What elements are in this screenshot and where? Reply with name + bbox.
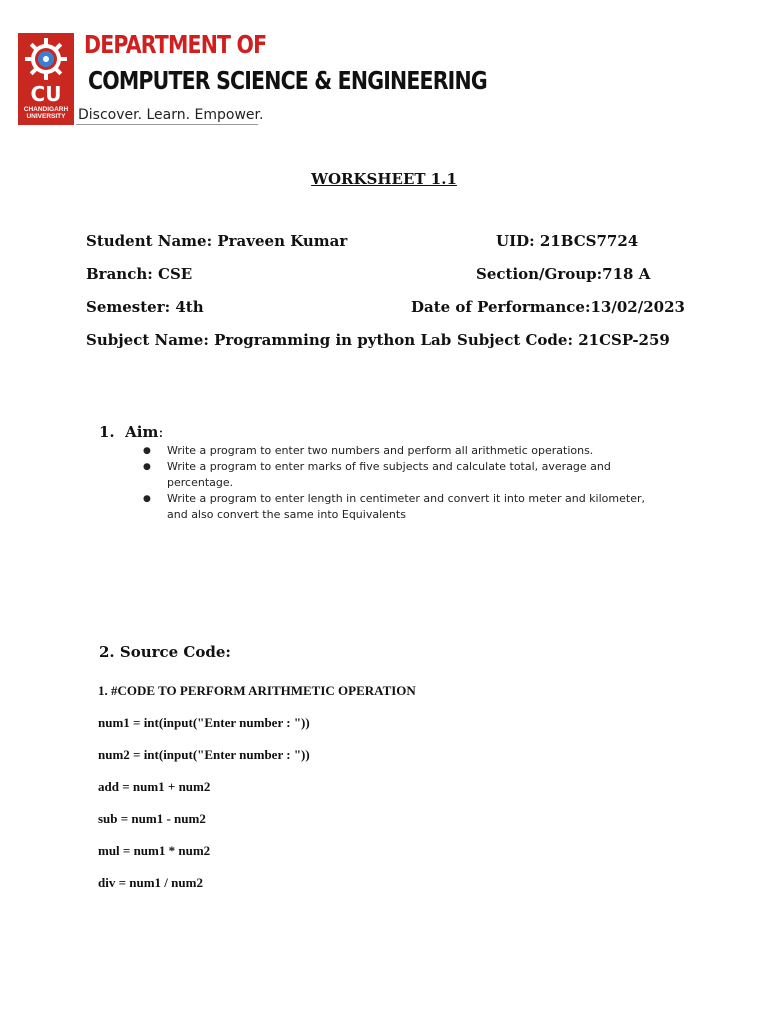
logo-cu-text: CU <box>30 82 62 106</box>
university-logo <box>18 33 74 125</box>
source-code-heading: 2. Source Code: <box>99 643 231 661</box>
bullet-icon: ● <box>143 462 151 472</box>
student-name: Student Name: Praveen Kumar <box>86 232 348 250</box>
tagline: Discover. Learn. Empower. <box>78 107 264 123</box>
subject-name: Subject Name: Programming in python Lab <box>86 331 452 349</box>
code-line: num1 = int(input("Enter number : ")) <box>98 715 310 730</box>
code-line: num2 = int(input("Enter number : ")) <box>98 747 310 762</box>
aim-colon: : <box>158 423 164 441</box>
bullet-icon: ● <box>143 446 151 456</box>
subject-code: Subject Code: 21CSP-259 <box>457 331 670 349</box>
aim-list <box>143 443 663 523</box>
aim-title: Aim <box>125 423 159 441</box>
list-item: ● Write a program to enter marks of five subjects and calculate total, average and percentage. <box>143 460 611 489</box>
list-item: ● Write a program to enter length in centimeter and convert it into meter and kilometer, and also convert the same into Equivalents <box>143 492 645 521</box>
tagline-divider <box>76 124 258 125</box>
semester: Semester: 4th <box>86 298 204 316</box>
department-heading: DEPARTMENT OF <box>84 30 267 59</box>
worksheet-title: WORKSHEET 1.1 <box>311 170 457 188</box>
section-group: Section/Group:718 A <box>476 265 651 283</box>
uid: UID: 21BCS7724 <box>496 232 639 250</box>
code-line: sub = num1 - num2 <box>98 811 206 826</box>
department-subheading: COMPUTER SCIENCE & ENGINEERING <box>88 66 487 95</box>
date-of-performance: Date of Performance:13/02/2023 <box>411 298 685 316</box>
code-line: 1. #CODE TO PERFORM ARITHMETIC OPERATION <box>98 683 416 698</box>
branch: Branch: CSE <box>86 265 193 283</box>
code-line: div = num1 / num2 <box>98 875 203 890</box>
bullet-icon: ● <box>143 494 151 504</box>
aim-heading <box>99 423 163 441</box>
code-line: add = num1 + num2 <box>98 779 211 794</box>
list-item: ● Write a program to enter two numbers and perform all arithmetic operations. <box>143 444 594 457</box>
logo-university-text: CHANDIGARH UNIVERSITY <box>23 106 69 120</box>
gear-emblem-icon <box>23 36 69 82</box>
aim-number: 1. <box>99 423 115 441</box>
code-line: mul = num1 * num2 <box>98 843 211 858</box>
